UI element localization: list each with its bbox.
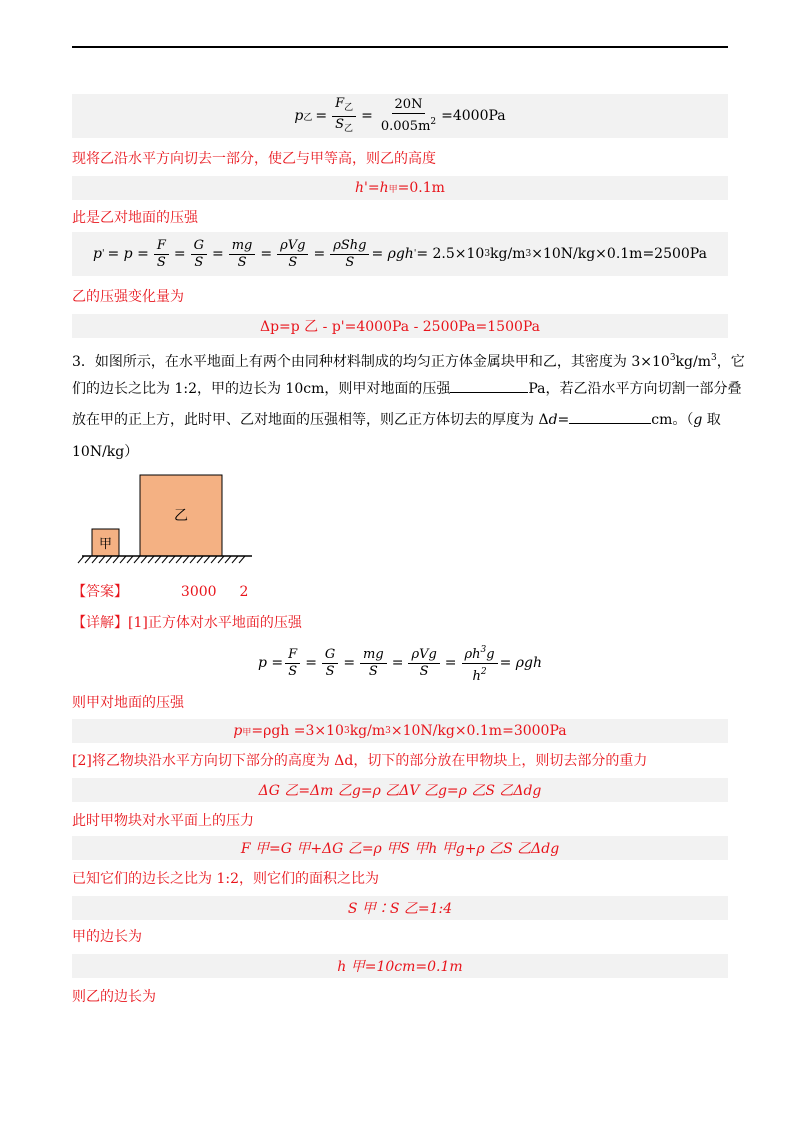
text-pressure-now: 此是乙对地面的压强 bbox=[72, 210, 198, 226]
fraction: $\frac{F}{S}$ bbox=[154, 238, 169, 271]
text-yi-side: 则乙的边长为 bbox=[72, 989, 156, 1005]
hatch-mark bbox=[85, 556, 91, 563]
fraction: $\frac{G}{S}$ bbox=[322, 647, 338, 680]
answer-blank-2[interactable] bbox=[569, 409, 651, 424]
question-3-line-2: 们的边长之比为 1:2，甲的边长为 10cm，则甲对地面的压强 Pa，若乙沿水平方向切割一部分叠 bbox=[72, 374, 742, 404]
fraction: $\frac{\text{ρVg}}{S}$ bbox=[408, 647, 439, 680]
formula-p-jia: p 甲 =ρgh =3×10 3 kg/m 3 ×10N/kg×0.1m=3000Pa bbox=[72, 719, 728, 743]
answer-value-1: 3000 bbox=[180, 584, 217, 600]
hatch-mark bbox=[239, 556, 245, 563]
formula-p-yi: p 乙 = $\frac{F_乙}{S_乙}$ = $\frac{20N}{0.005m^2}$ =4000Pa bbox=[72, 94, 728, 138]
hatch-mark bbox=[134, 556, 140, 563]
formula-s-ratio: S 甲∶S 乙=1:4 bbox=[72, 896, 728, 920]
hatch-mark bbox=[183, 556, 189, 563]
text-jia-pressure: 则甲对地面的压强 bbox=[72, 695, 184, 711]
hatch-mark bbox=[113, 556, 119, 563]
text-delta: 乙的压强变化量为 bbox=[72, 289, 184, 305]
fraction: $\frac{\text{ρShg}}{S}$ bbox=[330, 238, 369, 271]
fraction: $\frac{\text{ρVg}}{S}$ bbox=[277, 238, 308, 271]
fraction: $\frac{20N}{0.005m^2}$ bbox=[380, 97, 437, 134]
fraction: $\frac{\rho h^3g}{h^2}$ bbox=[462, 642, 498, 685]
hatch-mark bbox=[106, 556, 112, 563]
text-ratio: 已知它们的边长之比为 1:2，则它们的面积之比为 bbox=[72, 871, 379, 887]
question-3-line-4: 10N/kg） bbox=[72, 444, 139, 460]
hatch-mark bbox=[162, 556, 168, 563]
hatch-mark bbox=[92, 556, 98, 563]
hatch-mark bbox=[190, 556, 196, 563]
ground-hatch bbox=[78, 556, 245, 563]
question-3-line-1: 3．如图所示，在水平地面上有两个由同种材料制成的均匀正方体金属块甲和乙，其密度为 $3\times 10^3kg/m^3$，它 bbox=[72, 353, 745, 370]
formula-delta-p: Δp=p 乙 - p'=4000Pa - 2500Pa=1500Pa bbox=[72, 314, 728, 338]
fraction: $\frac{G}{S}$ bbox=[191, 238, 207, 271]
detail-line: 【详解】[1]正方体对水平地面的压强 bbox=[72, 615, 302, 631]
formula-p-prime: p ' = p = $\frac{F}{S}$ = $\frac{G}{S}$ = $\frac{mg}{S}$ = $\frac{\text{ρVg}}{S}$ = $\frac{\text{ρShg}}{S}$ = ρgh ' = 2.5×10 3 kg/m 3 ×10N/kg×0.1m=2500Pa bbox=[72, 232, 728, 276]
block-yi-label: 乙 bbox=[174, 508, 188, 524]
text-step-2: [2]将乙物块沿水平方向切下部分的高度为 Δd，切下的部分放在甲物块上，则切去部分的重力 bbox=[72, 753, 648, 769]
hatch-mark bbox=[141, 556, 147, 563]
fraction: $\frac{F}{S}$ bbox=[285, 647, 300, 680]
hatch-mark bbox=[127, 556, 133, 563]
hatch-mark bbox=[211, 556, 217, 563]
fraction: $\frac{F_乙}{S_乙}$ bbox=[332, 96, 356, 137]
answer-line bbox=[72, 583, 248, 601]
answer-tag: 【答案】 bbox=[72, 584, 128, 600]
answer-value-2: 2 bbox=[239, 584, 249, 600]
answer-blank-1[interactable] bbox=[450, 378, 528, 393]
detail-tag: 【详解】 bbox=[72, 615, 128, 631]
text-force: 此时甲物块对水平面上的压力 bbox=[72, 813, 254, 829]
hatch-mark bbox=[197, 556, 203, 563]
fraction: $\frac{mg}{S}$ bbox=[229, 238, 256, 271]
hatch-mark bbox=[169, 556, 175, 563]
hatch-mark bbox=[218, 556, 224, 563]
header-rule bbox=[72, 46, 728, 48]
hatch-mark bbox=[204, 556, 210, 563]
hatch-mark bbox=[155, 556, 161, 563]
question-3-line-3: 放在甲的正上方，此时甲、乙对地面的压强相等，则乙正方体切去的厚度为 Δd= cm。（g 取 bbox=[72, 405, 721, 435]
formula-h-prime: h'=h 甲 =0.1m bbox=[72, 176, 728, 200]
formula-h-jia: h 甲=10cm=0.1m bbox=[72, 954, 728, 978]
formula-p-general: p = $\frac{F}{S}$ = $\frac{G}{S}$ = $\frac{mg}{S}$ = $\frac{\text{ρVg}}{S}$ = $\frac{\rho h^3g}{h^2}$ = ρgh bbox=[72, 640, 728, 686]
formula-f-jia: F 甲=G 甲+ΔG 乙=ρ 甲S 甲h 甲g+ρ 乙S 乙Δdg bbox=[72, 836, 728, 860]
fraction: $\frac{mg}{S}$ bbox=[360, 647, 387, 680]
hatch-mark bbox=[78, 556, 84, 563]
block-jia-label: 甲 bbox=[98, 537, 113, 552]
text-cut: 现将乙沿水平方向切去一部分，使乙与甲等高，则乙的高度 bbox=[72, 151, 436, 167]
hatch-mark bbox=[232, 556, 238, 563]
hatch-mark bbox=[120, 556, 126, 563]
formula-delta-g: ΔG 乙=Δm 乙g=ρ 乙ΔV 乙g=ρ 乙S 乙Δdg bbox=[72, 778, 728, 802]
blocks-figure bbox=[72, 470, 262, 572]
hatch-mark bbox=[176, 556, 182, 563]
text-side: 甲的边长为 bbox=[72, 929, 142, 945]
hatch-mark bbox=[99, 556, 105, 563]
hatch-mark bbox=[225, 556, 231, 563]
hatch-mark bbox=[148, 556, 154, 563]
